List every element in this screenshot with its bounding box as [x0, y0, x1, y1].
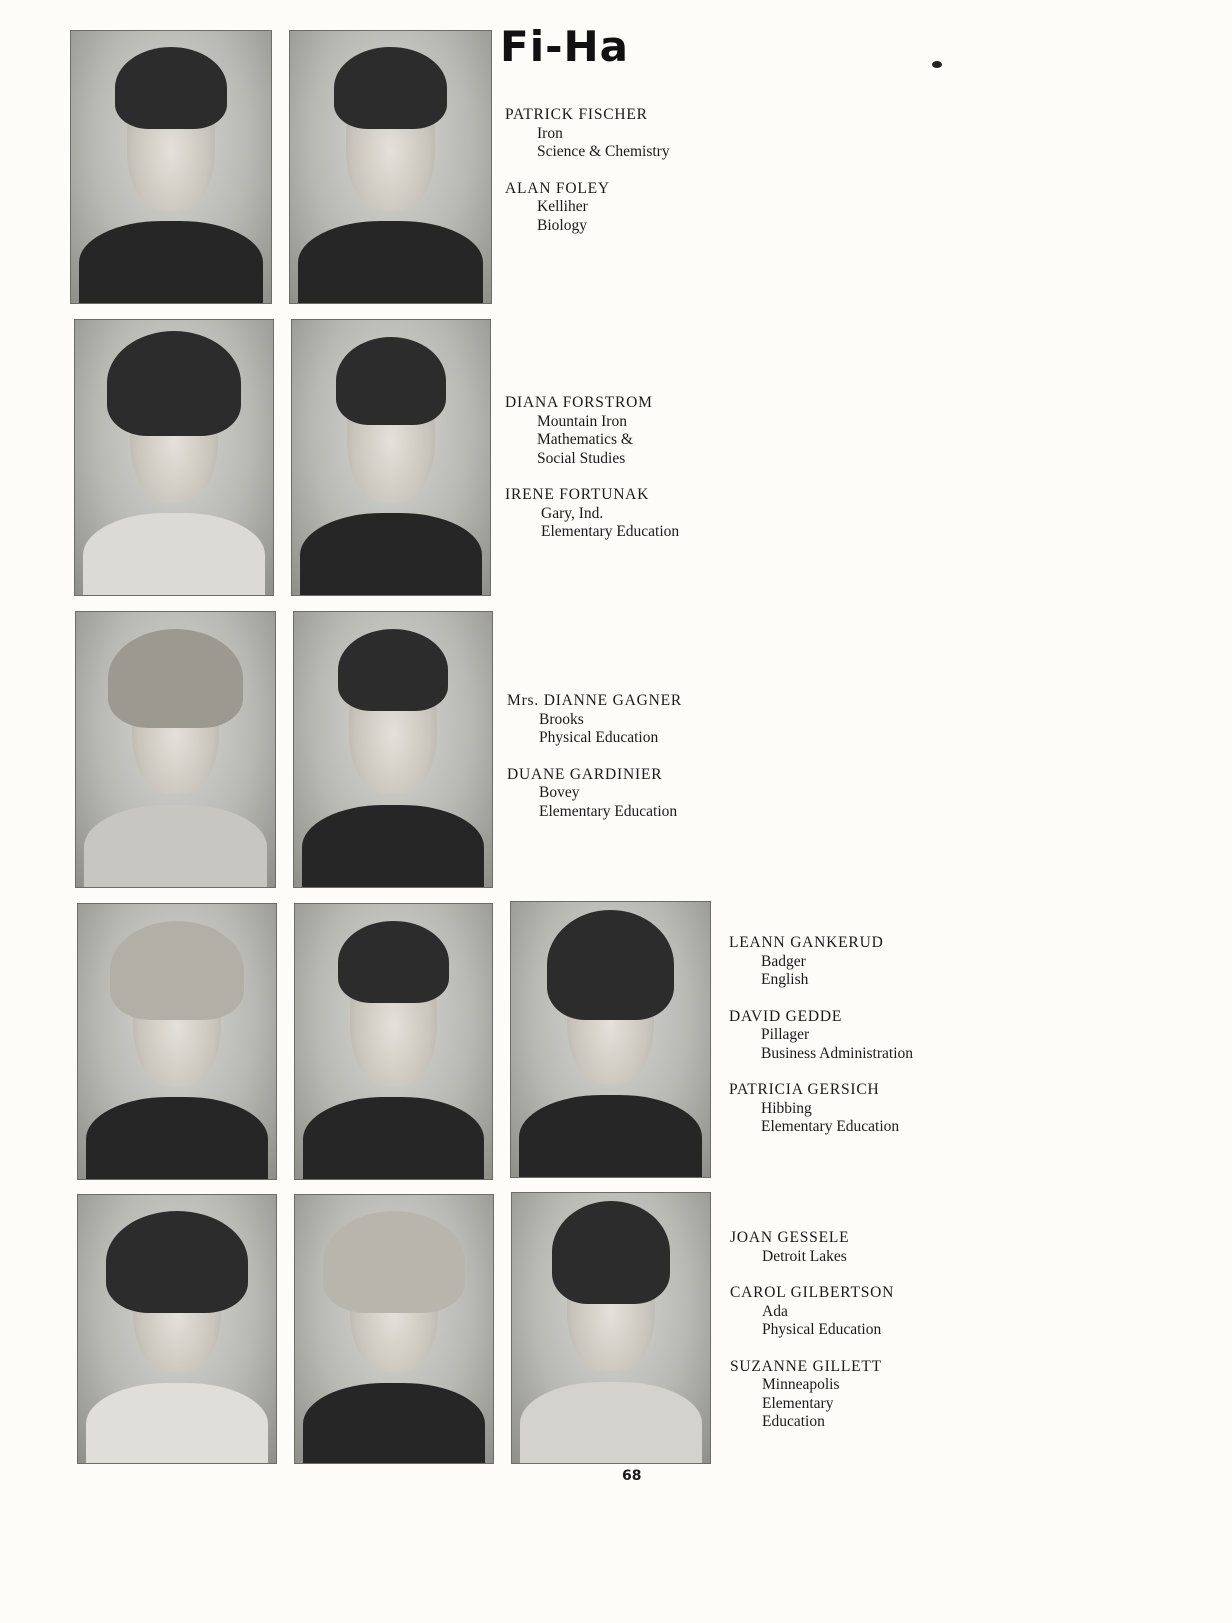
page-number: 68 — [622, 1468, 642, 1484]
student-entry — [505, 180, 670, 236]
student-hometown: Detroit Lakes — [762, 1247, 847, 1265]
student-entry — [729, 934, 913, 990]
student-major: Social Studies — [537, 449, 626, 467]
caption-group — [507, 692, 682, 839]
student-hometown: Gary, Ind. — [541, 504, 604, 522]
student-entry — [507, 692, 682, 748]
portrait-photo — [75, 611, 276, 888]
portrait-photo — [294, 1194, 494, 1464]
student-name: JOAN GESSELE — [730, 1229, 850, 1246]
student-entry — [729, 1081, 913, 1137]
student-entry — [505, 394, 679, 468]
student-name: PATRICK FISCHER — [505, 106, 648, 123]
caption-group — [730, 1229, 894, 1450]
portrait-photo — [293, 611, 493, 888]
student-entry — [730, 1358, 894, 1432]
student-major: Education — [762, 1413, 825, 1430]
student-major: English — [761, 971, 809, 988]
student-major: Elementary Education — [539, 802, 678, 820]
student-major: Business Administration — [761, 1044, 913, 1062]
caption-group — [505, 394, 679, 560]
student-hometown: Bovey — [539, 784, 580, 801]
portrait-photo — [70, 30, 272, 304]
portrait-photo — [291, 319, 491, 596]
caption-group — [729, 934, 913, 1155]
portrait-photo — [289, 30, 492, 304]
student-hometown: Mountain Iron — [537, 412, 627, 430]
student-entry — [730, 1284, 894, 1340]
student-name: IRENE FORTUNAK — [505, 486, 650, 503]
ink-speck — [932, 61, 942, 68]
portrait-photo — [511, 1192, 711, 1464]
student-major: Mathematics & — [537, 431, 633, 448]
portrait-photo — [294, 903, 493, 1180]
student-entry — [505, 106, 670, 162]
student-entry — [507, 766, 682, 822]
student-hometown: Minneapolis — [762, 1376, 840, 1393]
student-hometown: Ada — [762, 1302, 788, 1320]
page-title: Fi-Ha — [500, 22, 630, 71]
portrait-photo — [77, 1194, 277, 1464]
student-name: SUZANNE GILLETT — [730, 1357, 882, 1375]
student-major: Biology — [537, 216, 587, 234]
student-hometown: Badger — [761, 952, 806, 970]
student-name: DIANA FORSTROM — [505, 394, 653, 411]
portrait-photo — [74, 319, 274, 596]
student-entry — [730, 1229, 894, 1266]
student-major: Physical Education — [762, 1321, 882, 1338]
caption-group — [505, 106, 670, 253]
student-major: Elementary Education — [761, 1118, 900, 1135]
student-entry — [729, 1008, 913, 1064]
student-name: PATRICIA GERSICH — [729, 1081, 880, 1098]
student-hometown: Iron — [537, 124, 563, 142]
student-major: Science & Chemistry — [537, 143, 670, 160]
student-name: DAVID GEDDE — [729, 1007, 843, 1025]
student-major: Physical Education — [539, 729, 659, 746]
student-entry — [505, 486, 679, 542]
student-major: Elementary Education — [541, 523, 680, 540]
student-name: ALAN FOLEY — [505, 179, 610, 197]
portrait-photo — [77, 903, 277, 1180]
student-name: LEANN GANKERUD — [729, 934, 884, 951]
student-name: Mrs. DIANNE GAGNER — [507, 692, 682, 709]
student-hometown: Pillager — [761, 1026, 810, 1043]
student-hometown: Hibbing — [761, 1099, 812, 1117]
student-hometown: Kelliher — [537, 198, 588, 215]
portrait-photo — [510, 901, 711, 1178]
student-name: CAROL GILBERTSON — [730, 1284, 895, 1301]
student-major: Elementary — [762, 1394, 834, 1412]
student-name: DUANE GARDINIER — [507, 765, 663, 783]
student-hometown: Brooks — [539, 710, 584, 728]
